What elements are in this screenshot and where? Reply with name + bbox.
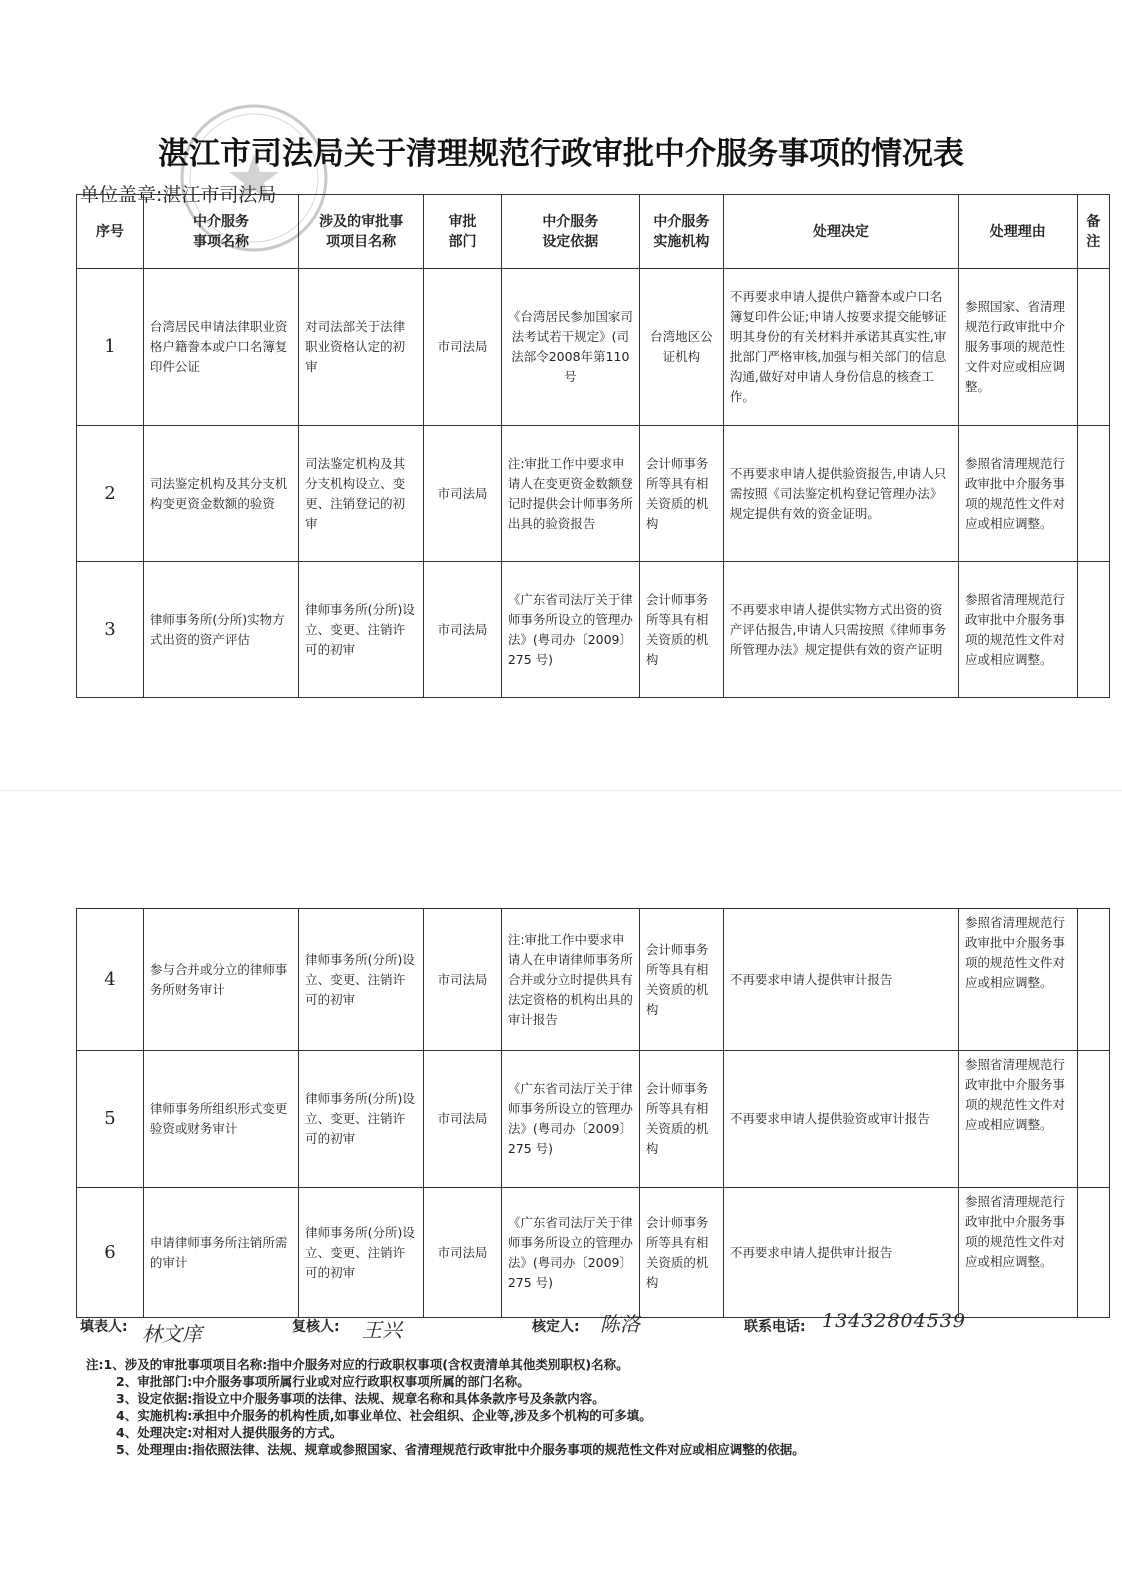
reviewer-signature: 王兴: [362, 1318, 402, 1342]
row-dept: 市司法局: [424, 562, 502, 698]
row-basis: 注:审批工作中要求申请人在变更资金数额登记时提供会计师事务所出具的验资报告: [501, 426, 639, 562]
row-agency: 台湾地区公证机构: [639, 269, 723, 426]
table-row: [77, 1188, 1110, 1318]
row-basis: 《广东省司法厅关于律师事务所设立的管理办法》(粤司办〔2009〕275 号): [501, 1051, 639, 1188]
table-row: [77, 909, 1110, 1051]
approver-label: 核定人:: [532, 1319, 580, 1335]
table-part-2: [76, 908, 1110, 1318]
table-part-1: [76, 194, 1110, 698]
row-dept: 市司法局: [424, 1051, 502, 1188]
note-line: 4、处理决定:对相对人提供服务的方式。: [116, 1425, 343, 1440]
header-no: 序号: [77, 195, 144, 269]
row-no: 6: [77, 1188, 144, 1318]
row-decision: 不再要求申请人提供户籍誊本或户口名簿复印件公证;申请人按要求提交能够证明其身份的有关材料并承诺其真实性,审批部门严格审核,加强与相关部门的信息沟通,做好对申请人身份信息的核查工作。: [723, 269, 958, 426]
header-approval-item: 涉及的审批事 项项目名称: [299, 195, 424, 269]
header-agency: 中介服务 实施机构: [639, 195, 723, 269]
filler-signature: 林文庠: [142, 1322, 202, 1346]
table-row: [77, 269, 1110, 426]
row-note: [1077, 1188, 1109, 1318]
row-reason: 参照省清理规范行政审批中介服务事项的规范性文件对应或相应调整。: [958, 1188, 1077, 1318]
row-approval-item: 律师事务所(分所)设立、变更、注销许可的初审: [299, 1188, 424, 1318]
phone-number: 13432804539: [822, 1310, 966, 1332]
row-note: [1077, 269, 1109, 426]
scan-artifact-line: [0, 790, 1122, 791]
row-service-name: 台湾居民申请法律职业资格户籍誊本或户口名簿复印件公证: [143, 269, 298, 426]
table-row: [77, 426, 1110, 562]
row-agency: 会计师事务所等具有相关资质的机构: [639, 1051, 723, 1188]
row-decision: 不再要求申请人提供审计报告: [723, 909, 958, 1051]
header-basis: 中介服务 设定依据: [501, 195, 639, 269]
row-service-name: 申请律师事务所注销所需的审计: [143, 1188, 298, 1318]
row-dept: 市司法局: [424, 426, 502, 562]
row-note: [1077, 1051, 1109, 1188]
header-approval-dept: 审批 部门: [424, 195, 502, 269]
row-dept: 市司法局: [424, 269, 502, 426]
row-approval-item: 司法鉴定机构及其分支机构设立、变更、注销登记的初审: [299, 426, 424, 562]
row-approval-item: 律师事务所(分所)设立、变更、注销许可的初审: [299, 562, 424, 698]
row-reason: 参照省清理规范行政审批中介服务事项的规范性文件对应或相应调整。: [958, 909, 1077, 1051]
footnotes: [86, 1356, 1096, 1458]
phone-label: 联系电话:: [744, 1319, 806, 1335]
header-note: 备 注: [1077, 195, 1109, 269]
table-row: [77, 562, 1110, 698]
row-approval-item: 对司法部关于法律职业资格认定的初审: [299, 269, 424, 426]
table-row: [77, 1051, 1110, 1188]
row-note: [1077, 562, 1109, 698]
row-dept: 市司法局: [424, 1188, 502, 1318]
row-reason: 参照省清理规范行政审批中介服务事项的规范性文件对应或相应调整。: [958, 562, 1077, 698]
reviewer-label: 复核人:: [292, 1319, 340, 1335]
note-line: 5、处理理由:指依照法律、法规、规章或参照国家、省清理规范行政审批中介服务事项的规范性文件对应或相应调整的依据。: [116, 1442, 805, 1457]
row-approval-item: 律师事务所(分所)设立、变更、注销许可的初审: [299, 909, 424, 1051]
row-decision: 不再要求申请人提供实物方式出资的资产评估报告,申请人只需按照《律师事务所管理办法》规定提供有效的资产证明: [723, 562, 958, 698]
note-line: 注:1、涉及的审批事项项目名称:指中介服务对应的行政职权事项(含权责清单其他类别职权)名称。: [86, 1357, 629, 1372]
row-note: [1077, 909, 1109, 1051]
row-agency: 会计师事务所等具有相关资质的机构: [639, 426, 723, 562]
header-service-name: 中介服务 事项名称: [143, 195, 298, 269]
row-no: 2: [77, 426, 144, 562]
header-decision: 处理决定: [723, 195, 958, 269]
row-approval-item: 律师事务所(分所)设立、变更、注销许可的初审: [299, 1051, 424, 1188]
row-service-name: 律师事务所(分所)实物方式出资的资产评估: [143, 562, 298, 698]
row-agency: 会计师事务所等具有相关资质的机构: [639, 909, 723, 1051]
row-no: 3: [77, 562, 144, 698]
row-no: 1: [77, 269, 144, 426]
row-decision: 不再要求申请人提供验资或审计报告: [723, 1051, 958, 1188]
row-basis: 注:审批工作中要求申请人在申请律师事务所合并或分立时提供具有法定资格的机构出具的审计报告: [501, 909, 639, 1051]
table-header-row: [77, 195, 1110, 269]
header-reason: 处理理由: [958, 195, 1077, 269]
page-title: 湛江市司法局关于清理规范行政审批中介服务事项的情况表: [158, 136, 964, 172]
row-basis: 《广东省司法厅关于律师事务所设立的管理办法》(粤司办〔2009〕275 号): [501, 1188, 639, 1318]
row-agency: 会计师事务所等具有相关资质的机构: [639, 562, 723, 698]
row-reason: 参照省清理规范行政审批中介服务事项的规范性文件对应或相应调整。: [958, 1051, 1077, 1188]
row-reason: 参照国家、省清理规范行政审批中介服务事项的规范性文件对应或相应调整。: [958, 269, 1077, 426]
row-no: 5: [77, 1051, 144, 1188]
row-reason: 参照省清理规范行政审批中介服务事项的规范性文件对应或相应调整。: [958, 426, 1077, 562]
row-service-name: 司法鉴定机构及其分支机构变更资金数额的验资: [143, 426, 298, 562]
row-dept: 市司法局: [424, 909, 502, 1051]
row-service-name: 律师事务所组织形式变更验资或财务审计: [143, 1051, 298, 1188]
row-decision: 不再要求申请人提供审计报告: [723, 1188, 958, 1318]
row-note: [1077, 426, 1109, 562]
filler-label: 填表人:: [80, 1319, 128, 1335]
row-basis: 《广东省司法厅关于律师事务所设立的管理办法》(粤司办〔2009〕275 号): [501, 562, 639, 698]
row-service-name: 参与合并或分立的律师事务所财务审计: [143, 909, 298, 1051]
approver-signature: 陈洛: [600, 1312, 640, 1336]
row-agency: 会计师事务所等具有相关资质的机构: [639, 1188, 723, 1318]
row-decision: 不再要求申请人提供验资报告,申请人只需按照《司法鉴定机构登记管理办法》规定提供有效的资金证明。: [723, 426, 958, 562]
note-line: 4、实施机构:承担中介服务的机构性质,如事业单位、社会组织、企业等,涉及多个机构的可多填。: [116, 1408, 652, 1423]
unit-seal-label: 单位盖章:湛江市司法局: [80, 184, 277, 206]
note-line: 3、设定依据:指设立中介服务事项的法律、法规、规章名称和具体条款序号及条款内容。: [116, 1391, 605, 1406]
row-no: 4: [77, 909, 144, 1051]
row-basis: 《台湾居民参加国家司法考试若干规定》(司法部令2008年第110号: [501, 269, 639, 426]
note-line: 2、审批部门:中介服务事项所属行业或对应行政职权事项所属的部门名称。: [116, 1374, 530, 1389]
